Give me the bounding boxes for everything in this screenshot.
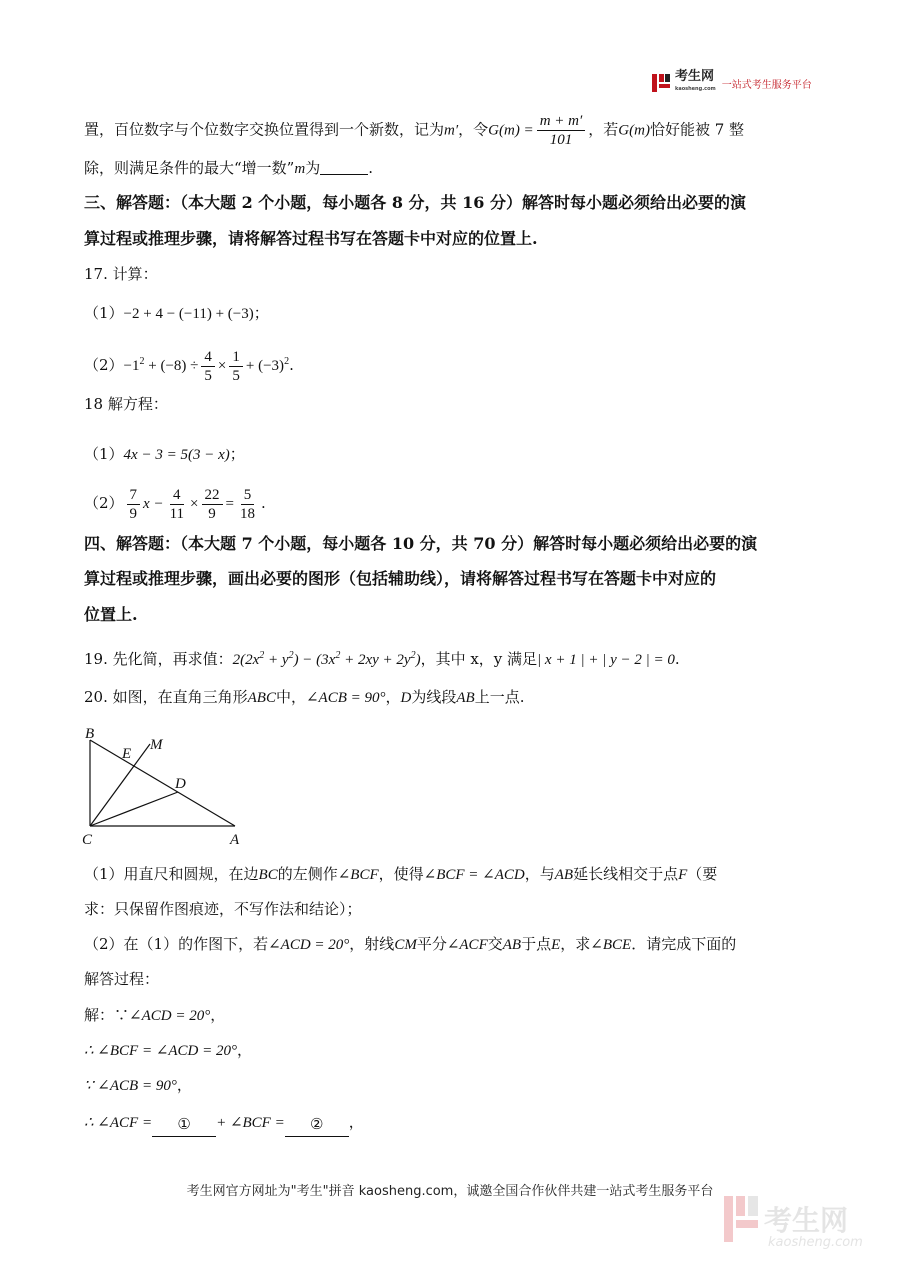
watermark-logo-icon	[722, 1192, 882, 1252]
q20-part1-line2: 求：只保留作图痕迹，不写作法和结论）；	[84, 900, 362, 918]
label-a: A	[230, 832, 240, 847]
section4-heading-line3: 位置上.	[84, 605, 138, 624]
watermark-sub: kaosheng.com	[768, 1235, 863, 1250]
q16-line2: 除，则满足条件的最大“增一数”m为 .	[84, 159, 373, 177]
ray-cm	[90, 744, 150, 826]
label-m: M	[150, 737, 163, 753]
q16-line1: 置，百位数字与个位数字交换位置得到一个新数，记为m′，令G(m) = $\frac{m + m'}{101}$ ，若G(m)恰好能被 7 整	[84, 113, 745, 148]
section3-heading-line1: 三、解答题：（本大题 2 个小题，每小题各 8 分，共 16 分）解答时每小题必须给出必要的演	[84, 193, 746, 212]
q20-solution-2: ∴ ∠BCF = ∠ACD = 20°，	[84, 1041, 253, 1059]
q18-part2: （2） $\frac{7}{9}$ x − $\frac{4}{11}$ × $\frac{22}{9}$ = $\frac{5}{18}$ .	[84, 487, 266, 523]
watermark-text: 考生网	[764, 1204, 849, 1237]
watermark	[722, 1192, 882, 1252]
logo-text: 考生网 kaosheng.com	[675, 70, 716, 96]
footer-text: 考生网官方网址为"考生"拼音 kaosheng.com，诚邀全国合作伙伴共建一站式考生服务平台	[186, 1184, 714, 1199]
q19-line: 19. 先化简，再求值：$2(2x^2 + y^2) - (3x^2 + 2xy + 2y^2)$，其中 x，y 满足| x + 1 | + | y − 2 | = 0.	[84, 650, 680, 668]
q16-fraction: $\frac{m + m'}{101}$	[537, 112, 586, 149]
label-c: C	[82, 832, 93, 847]
segment-cd	[90, 792, 178, 826]
q20-solution-3: ∵ ∠ACB = 90°，	[84, 1076, 192, 1094]
section3-heading-line2: 算过程或推理步骤，请将解答过程书写在答题卡中对应的位置上.	[84, 229, 538, 248]
section4-heading-line2: 算过程或推理步骤，画出必要的图形（包括辅助线），请将解答过程书写在答题卡中对应的	[84, 569, 717, 588]
q18-part1: （1）4x − 3 = 5(3 − x)；	[84, 445, 245, 463]
q20-part2-line1: （2）在（1）的作图下，若∠ACD = 20°，射线CM平分∠ACF交AB于点E，求∠BCE．请完成下面的	[84, 935, 737, 953]
q20-part2-line2: 解答过程：	[84, 970, 160, 988]
answer-blank-1[interactable]: ①	[152, 1112, 216, 1137]
label-b: B	[85, 726, 95, 742]
section4-heading-line1: 四、解答题：（本大题 7 个小题，每小题各 10 分，共 70 分）解答时每小题必须给出必要的演	[84, 534, 758, 553]
q18-title: 18 解方程：	[84, 395, 168, 413]
q20-solution-4: ∴ ∠ACF = ① + ∠BCF = ② ，	[84, 1110, 840, 1137]
answer-blank[interactable]	[320, 158, 368, 175]
q17-part2: $(2)-1^2 + (-8)$ ÷ $\frac{4}{5}$ × $\frac{1}{5}$ + $(-3)^2$.	[84, 349, 294, 385]
segment-ba	[90, 740, 235, 826]
label-e: E	[122, 746, 132, 762]
label-d: D	[175, 776, 186, 792]
q20-stem: 20. 如图，在直角三角形ABC中，∠ACB = 90°，D为线段AB上一点.	[84, 688, 525, 706]
header-logo[interactable]	[650, 70, 812, 96]
answer-blank-2[interactable]: ②	[285, 1112, 349, 1137]
kaosheng-logo-icon	[650, 72, 672, 94]
logo-sub: kaosheng.com	[675, 86, 716, 92]
q20-part1-line1: （1）用直尺和圆规，在边BC的左侧作∠BCF，使得∠BCF = ∠ACD，与AB延长线相交于点F（要	[84, 865, 718, 883]
triangle-figure	[80, 722, 260, 847]
q17-title: 17. 计算：	[84, 265, 158, 283]
header-slogan: 一站式考生服务平台	[721, 79, 812, 91]
q20-solution-1: 解：∵∠ACD = 20°，	[84, 1006, 226, 1024]
q17-part1: （1）−2 + 4 − (−11) + (−3)；	[84, 304, 269, 322]
